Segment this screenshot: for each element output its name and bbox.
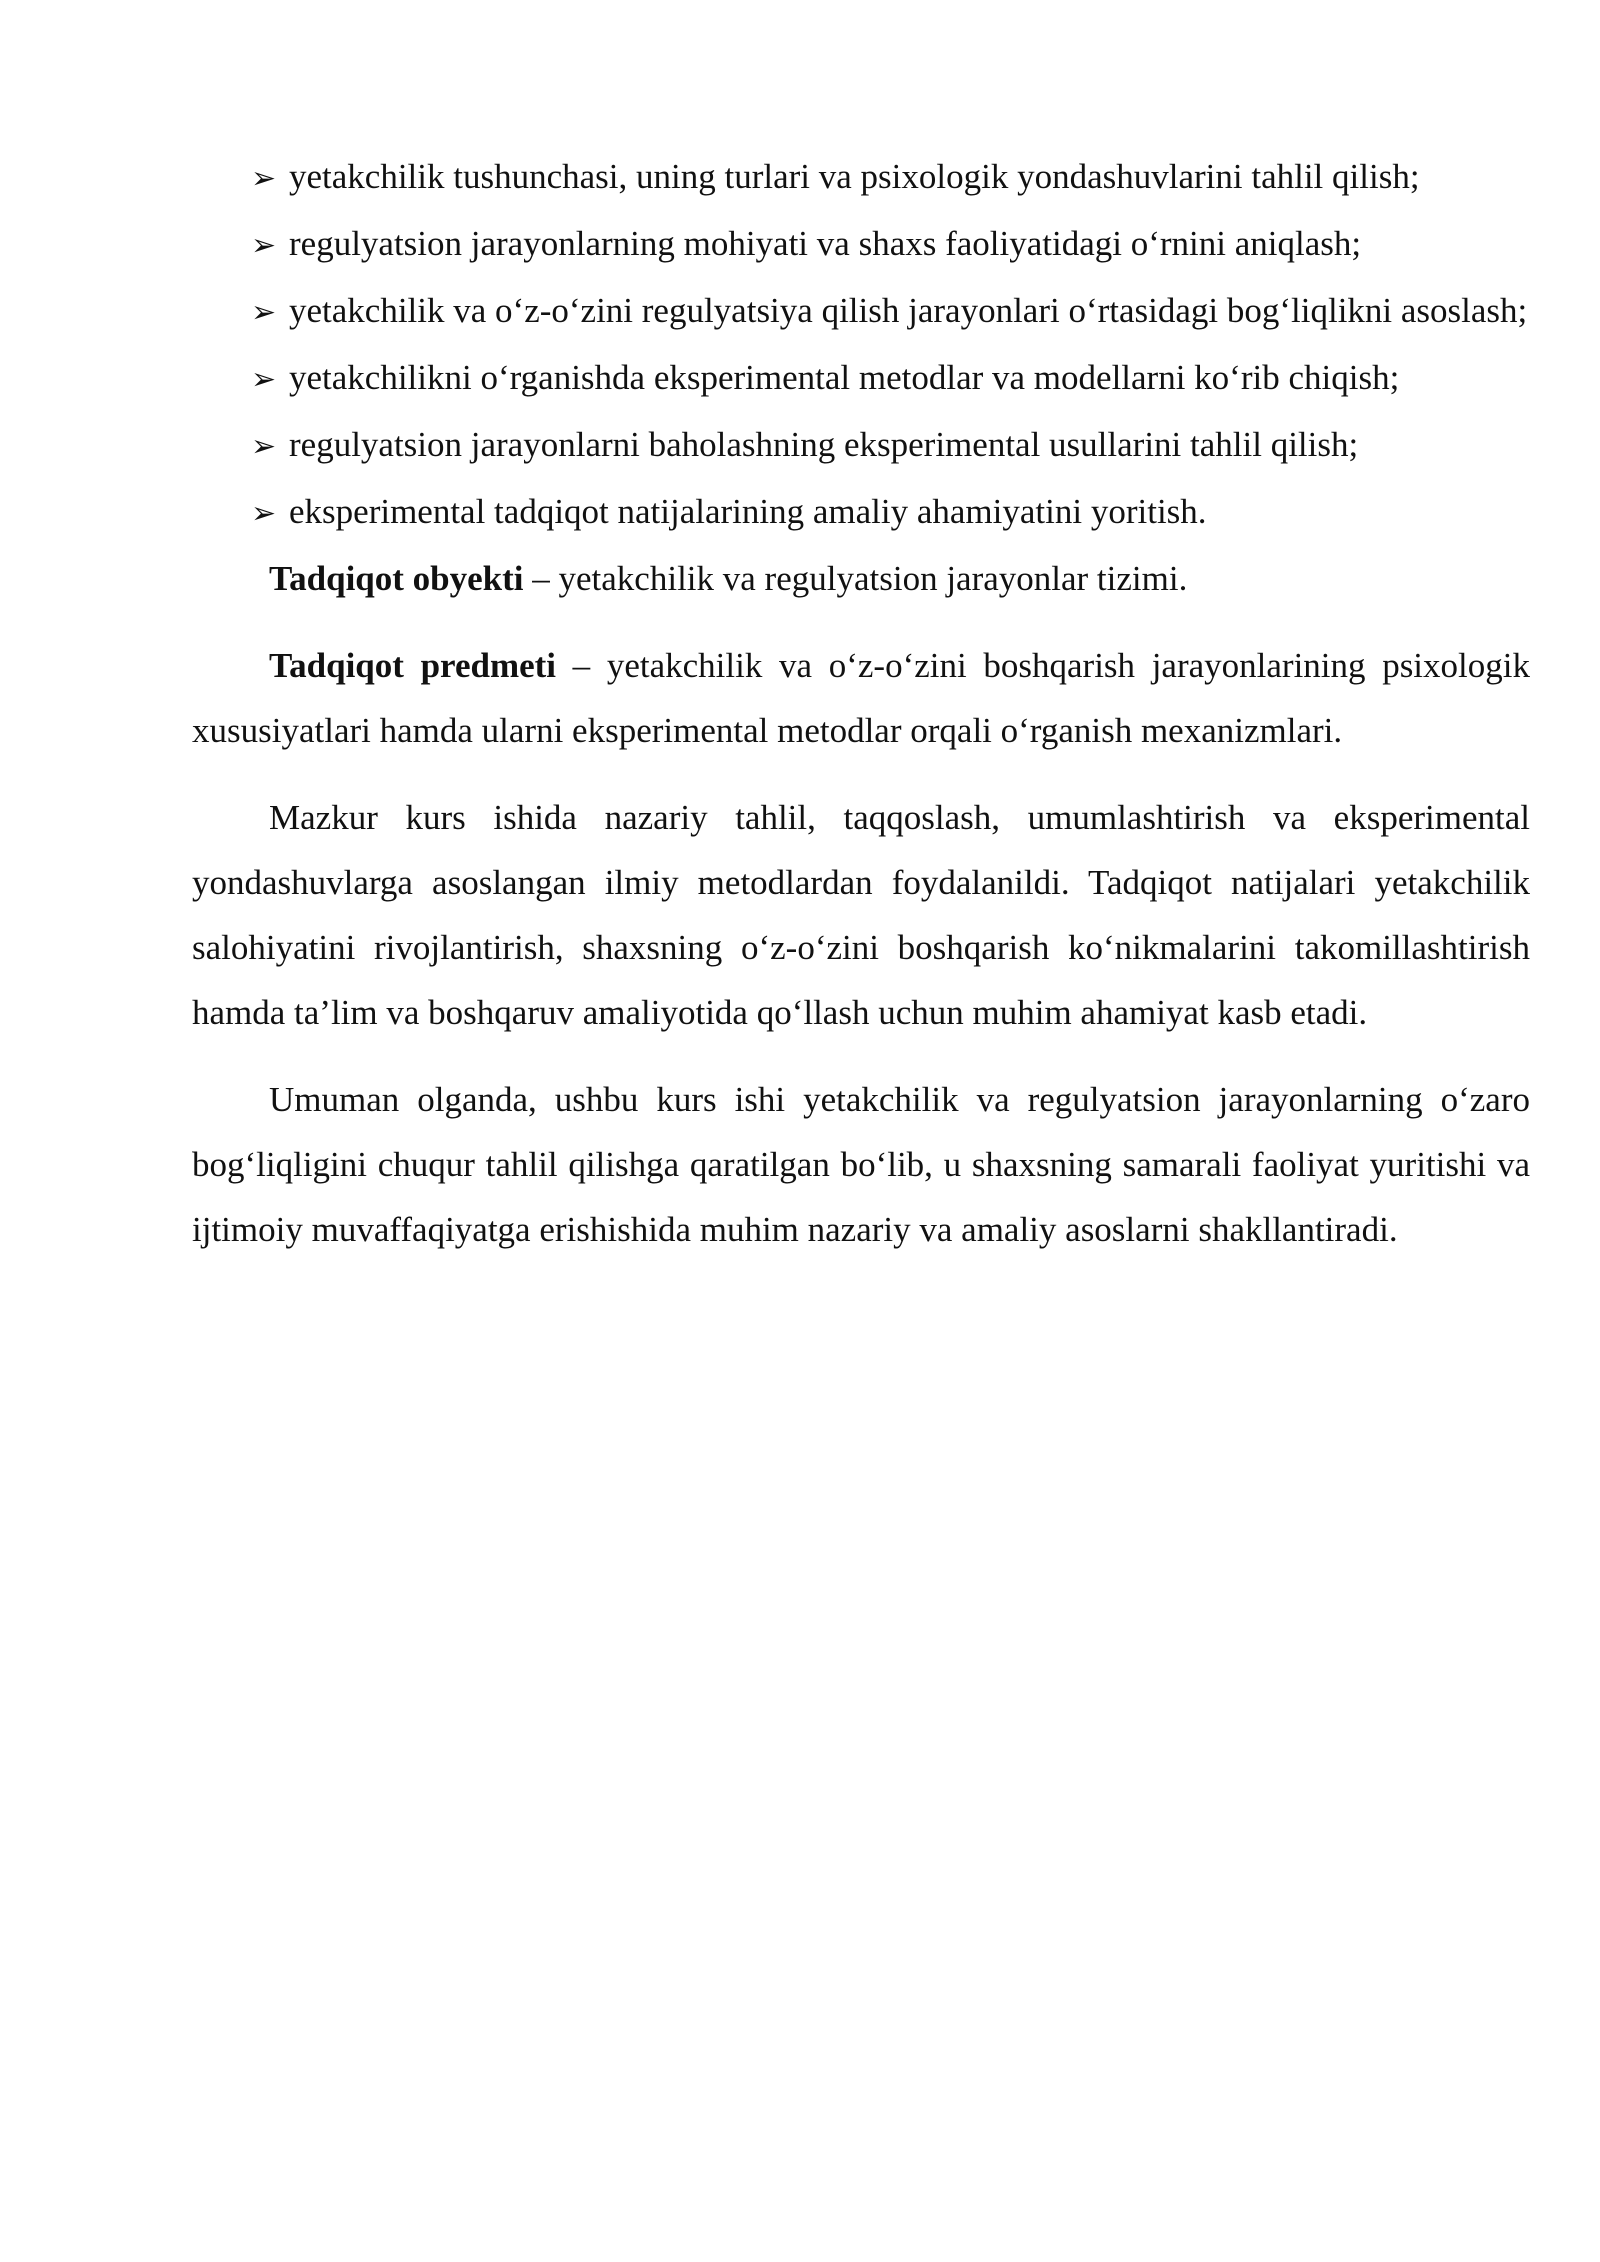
research-subject-term: Tadqiqot predmeti: [269, 646, 557, 685]
list-item-text: yetakchilik tushunchasi, uning turlari va psixologik yondashuvlarini tahlil qilish;: [289, 157, 1420, 196]
arrow-bullet-icon: ➢: [251, 429, 277, 464]
paragraph-gap: [192, 611, 1530, 633]
list-item-text: regulyatsion jarayonlarning mohiyati va shaxs faoliyatidagi o‘rnini aniqlash;: [289, 224, 1362, 263]
list-item: [192, 479, 1530, 546]
paragraph-gap: [192, 763, 1530, 785]
list-item: [192, 144, 1530, 211]
arrow-bullet-icon: ➢: [251, 295, 277, 330]
list-item: [192, 278, 1530, 345]
research-object-paragraph: [192, 546, 1530, 611]
arrow-bullet-icon: ➢: [251, 161, 277, 196]
list-item-text: eksperimental tadqiqot natijalarining amaliy ahamiyatini yoritish.: [289, 492, 1207, 531]
research-subject-text: – yetakchilik va o‘z-o‘zini boshqarish jarayonlarining psixologik xususiyatlari hamda ularni eksperimental metodlar orqali o‘rganish mexanizmlari.: [192, 646, 1530, 750]
arrow-bullet-icon: ➢: [251, 496, 277, 531]
list-item-text: yetakchilikni o‘rganishda eksperimental metodlar va modellarni ko‘rib chiqish;: [289, 358, 1400, 397]
research-subject-paragraph: [192, 633, 1530, 763]
list-item: [192, 211, 1530, 278]
research-object-term: Tadqiqot obyekti: [269, 559, 524, 598]
research-object-text: – yetakchilik va regulyatsion jarayonlar tizimi.: [523, 559, 1188, 598]
methods-paragraph: Mazkur kurs ishida nazariy tahlil, taqqoslash, umumlashtirish va eksperimental yondashuvlarga asoslangan ilmiy metodlardan foydalanildi. Tadqiqot natijalari yetakchilik salohiyatini rivojlantirish, shaxsning o‘z-o‘zini boshqarish ko‘nikmalarini takomillashtirish hamda ta’lim va boshqaruv amaliyotida qo‘llash uchun muhim ahamiyat kasb etadi.: [192, 798, 1530, 1032]
conclusion-paragraph: Umuman olganda, ushbu kurs ishi yetakchilik va regulyatsion jarayonlarning o‘zaro bog‘liqligini chuqur tahlil qilishga qaratilgan bo‘lib, u shaxsning samarali faoliyat yuritishi va ijtimoiy muvaffaqiyatga erishishida muhim nazariy va amaliy asoslarni shakllantiradi.: [192, 1080, 1530, 1249]
list-item-text: yetakchilik va o‘z-o‘zini regulyatsiya qilish jarayonlari o‘rtasidagi bog‘liqlikni asoslash;: [289, 291, 1528, 330]
arrow-bullet-icon: ➢: [251, 362, 277, 397]
arrow-bullet-icon: ➢: [251, 228, 277, 263]
page-content: [192, 144, 1530, 1262]
paragraph-gap: [192, 1045, 1530, 1067]
list-item-text: regulyatsion jarayonlarni baholashning eksperimental usullarini tahlil qilish;: [289, 425, 1359, 464]
list-item: [192, 412, 1530, 479]
list-item: [192, 345, 1530, 412]
